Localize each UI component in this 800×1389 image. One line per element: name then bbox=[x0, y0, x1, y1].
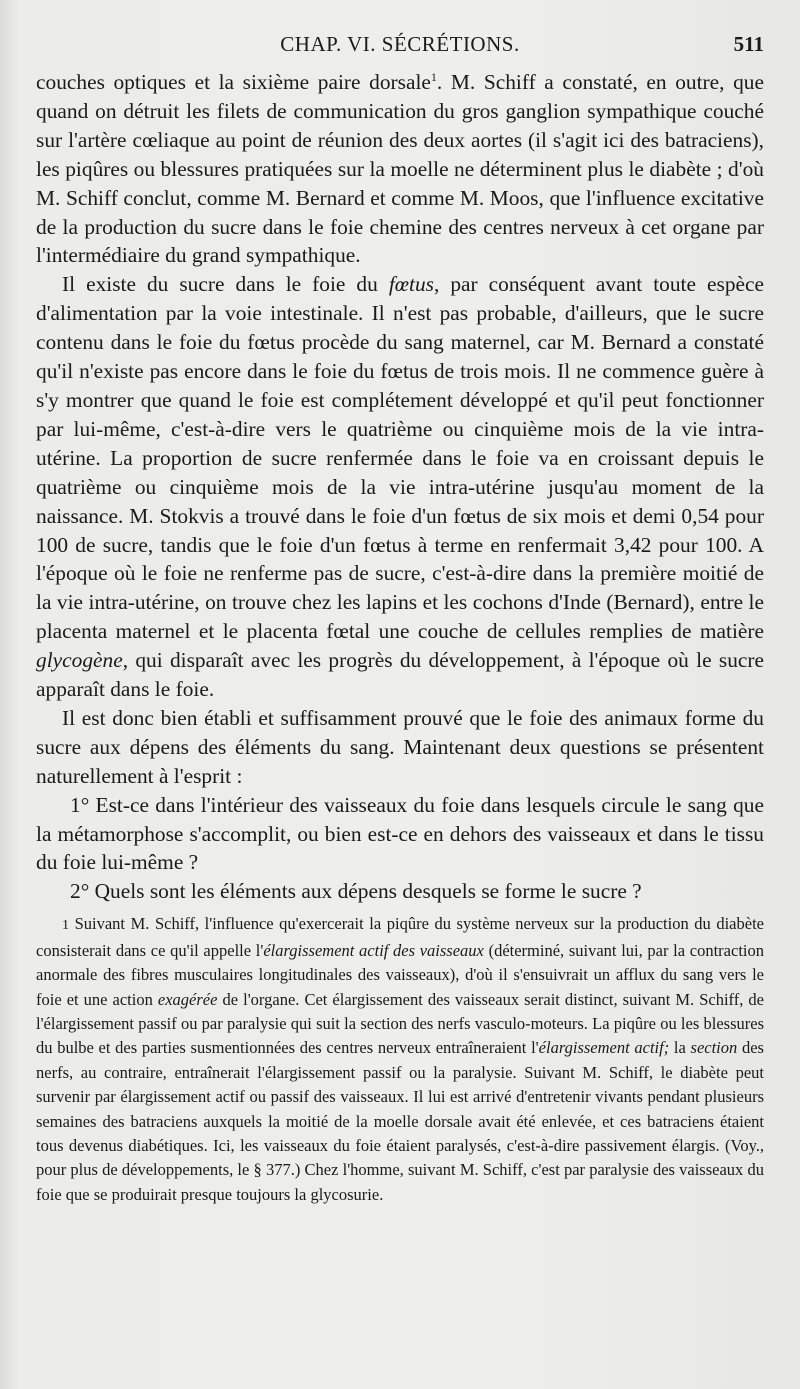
question-1: 1° Est-ce dans l'intérieur des vaisseaux du foie dans lesquels circule le sang que la métamorphose s'accomplit, ou bien est-ce en dehors des vaisseaux et dans le tissu du foie lui-même ? bbox=[36, 792, 764, 875]
footnote-1 bbox=[36, 912, 764, 1207]
footnote-text-e: des nerfs, au contraire, entraînerait l'élargissement passif ou la paralysie. Suivant M. Schiff, le diabète peut survenir par élargissement actif ou passif des vaisseaux. Il lui est arrivé d'entretenir vivants pendant plusieurs semaines des batraciens auxquels la moitié de la moelle dorsale avait été enlevée, et ces batraciens étaient tous devenus diabétiques. Ici, les vaisseaux du foie étaient paralysés, c'est-à-dire passivement élargis. (Voy., pour plus de développements, le § 377.) Chez l'homme, suivant M. Schiff, c'est par paralysie des vaisseaux du foie que se produirait presque toujours la glycosurie. bbox=[36, 1038, 764, 1204]
footnote-reference: 1 bbox=[430, 69, 437, 84]
running-header bbox=[36, 28, 764, 64]
paragraph-2-text-b: , par conséquent avant toute espèce d'alimentation par la voie intestinale. Il n'est pas probable, d'ailleurs, que le sucre contenu dans le foie du fœtus procède du sang maternel, car M. Bernard a constaté qu'il n'existe pas encore dans le foie du fœtus de trois mois. Il ne commence guère à s'y montrer que quand le foie est complétement développé et qu'il peut fonctionner par lui-même, c'est-à-dire vers le quatrième ou cinquième mois de la vie intra-utérine. La proportion de sucre renfermée dans le foie va en croissant depuis le quatrième ou cinquième mois de la vie intra-utérine jusqu'au moment de la naissance. M. Stokvis a trouvé dans le foie d'un fœtus de six mois et demi 0,54 pour 100 de sucre, tandis que le foie d'un fœtus à terme en renfermait 3,42 pour 100. A l'époque où le foie ne renferme pas de sucre, c'est-à-dire dans la première moitié de la vie intra-utérine, on trouve chez les lapins et les cochons d'Inde (Bernard), entre le placenta maternel et le placenta fœtal une couche de cellules remplies de matière bbox=[36, 272, 764, 644]
footnote-italic-3: élargissement actif; bbox=[538, 1038, 670, 1058]
paragraph-2-italic-glycogene: glycogène bbox=[36, 648, 123, 673]
footnote-italic-4: section bbox=[690, 1038, 738, 1058]
page-number: 511 bbox=[733, 32, 764, 56]
paragraph-2-italic-foetus: fœtus bbox=[388, 272, 434, 297]
paragraph-2-text-c: , qui disparaît avec les progrès du développement, à l'époque où le sucre apparaît dans le foie. bbox=[36, 648, 764, 702]
question-2: 2° Quels sont les éléments aux dépens desquels se forme le sucre ? bbox=[70, 879, 642, 904]
paragraph-1-text-a: couches optiques et la sixième paire dorsale bbox=[36, 70, 431, 94]
paragraph-1 bbox=[36, 68, 764, 270]
main-text bbox=[36, 68, 764, 906]
paragraph-1-text-b: . M. Schiff a constaté, en outre, que quand on détruit les filets de communication du gros ganglion sympathique couché sur l'artère cœliaque au point de réunion des deux aortes (il s'agit ici des batraciens), les piqûres ou blessures pratiquées sur la moelle ne déterminent plus le diabète ; d'où M. Schiff conclut, comme M. Bernard et comme M. Moos, que l'influence excitative de la production du sucre dans le foie chemine des centres nerveux à cet organe par l'intermédiaire du grand sympathique. bbox=[36, 70, 764, 268]
paragraph-2-text-a: Il existe du sucre dans le foie du bbox=[62, 272, 389, 297]
footnote-italic-1: élargissement actif des vaisseaux bbox=[263, 940, 484, 960]
footnote-text-c: de l'organe. Cet élargissement des vaisseaux serait distinct, suivant M. Schiff, de l'élargissement passif ou par paralysie qui suit la section des nerfs vasculo-moteurs. La piqûre ou les blessures du bulbe et des parties susmentionnées des centres nerveux entraîneraient l' bbox=[36, 989, 764, 1058]
footnote-text-b: (déterminé, suivant lui, par la contraction anormale des fibres musculaires longitudinales des vaisseaux), d'où il s'ensuivrait un afflux du sang vers le foie et une action bbox=[36, 940, 764, 1009]
paragraph-2 bbox=[36, 270, 764, 704]
footnote-text-a: Suivant M. Schiff, l'influence qu'exercerait la piqûre du système nerveux sur la production du diabète consisterait dans ce qu'il appelle l' bbox=[36, 914, 764, 960]
footnote-text-d: la bbox=[669, 1038, 691, 1058]
chapter-title: CHAP. VI. SÉCRÉTIONS. bbox=[280, 32, 520, 56]
footnote-italic-2: exagérée bbox=[157, 989, 218, 1009]
footnote-mark: 1 bbox=[62, 918, 69, 934]
footnote-block bbox=[36, 912, 764, 1207]
paragraph-3: Il est donc bien établi et suffisamment prouvé que le foie des animaux forme du sucre aux dépens des éléments du sang. Maintenant deux questions se présentent naturellement à l'esprit : bbox=[36, 705, 764, 788]
